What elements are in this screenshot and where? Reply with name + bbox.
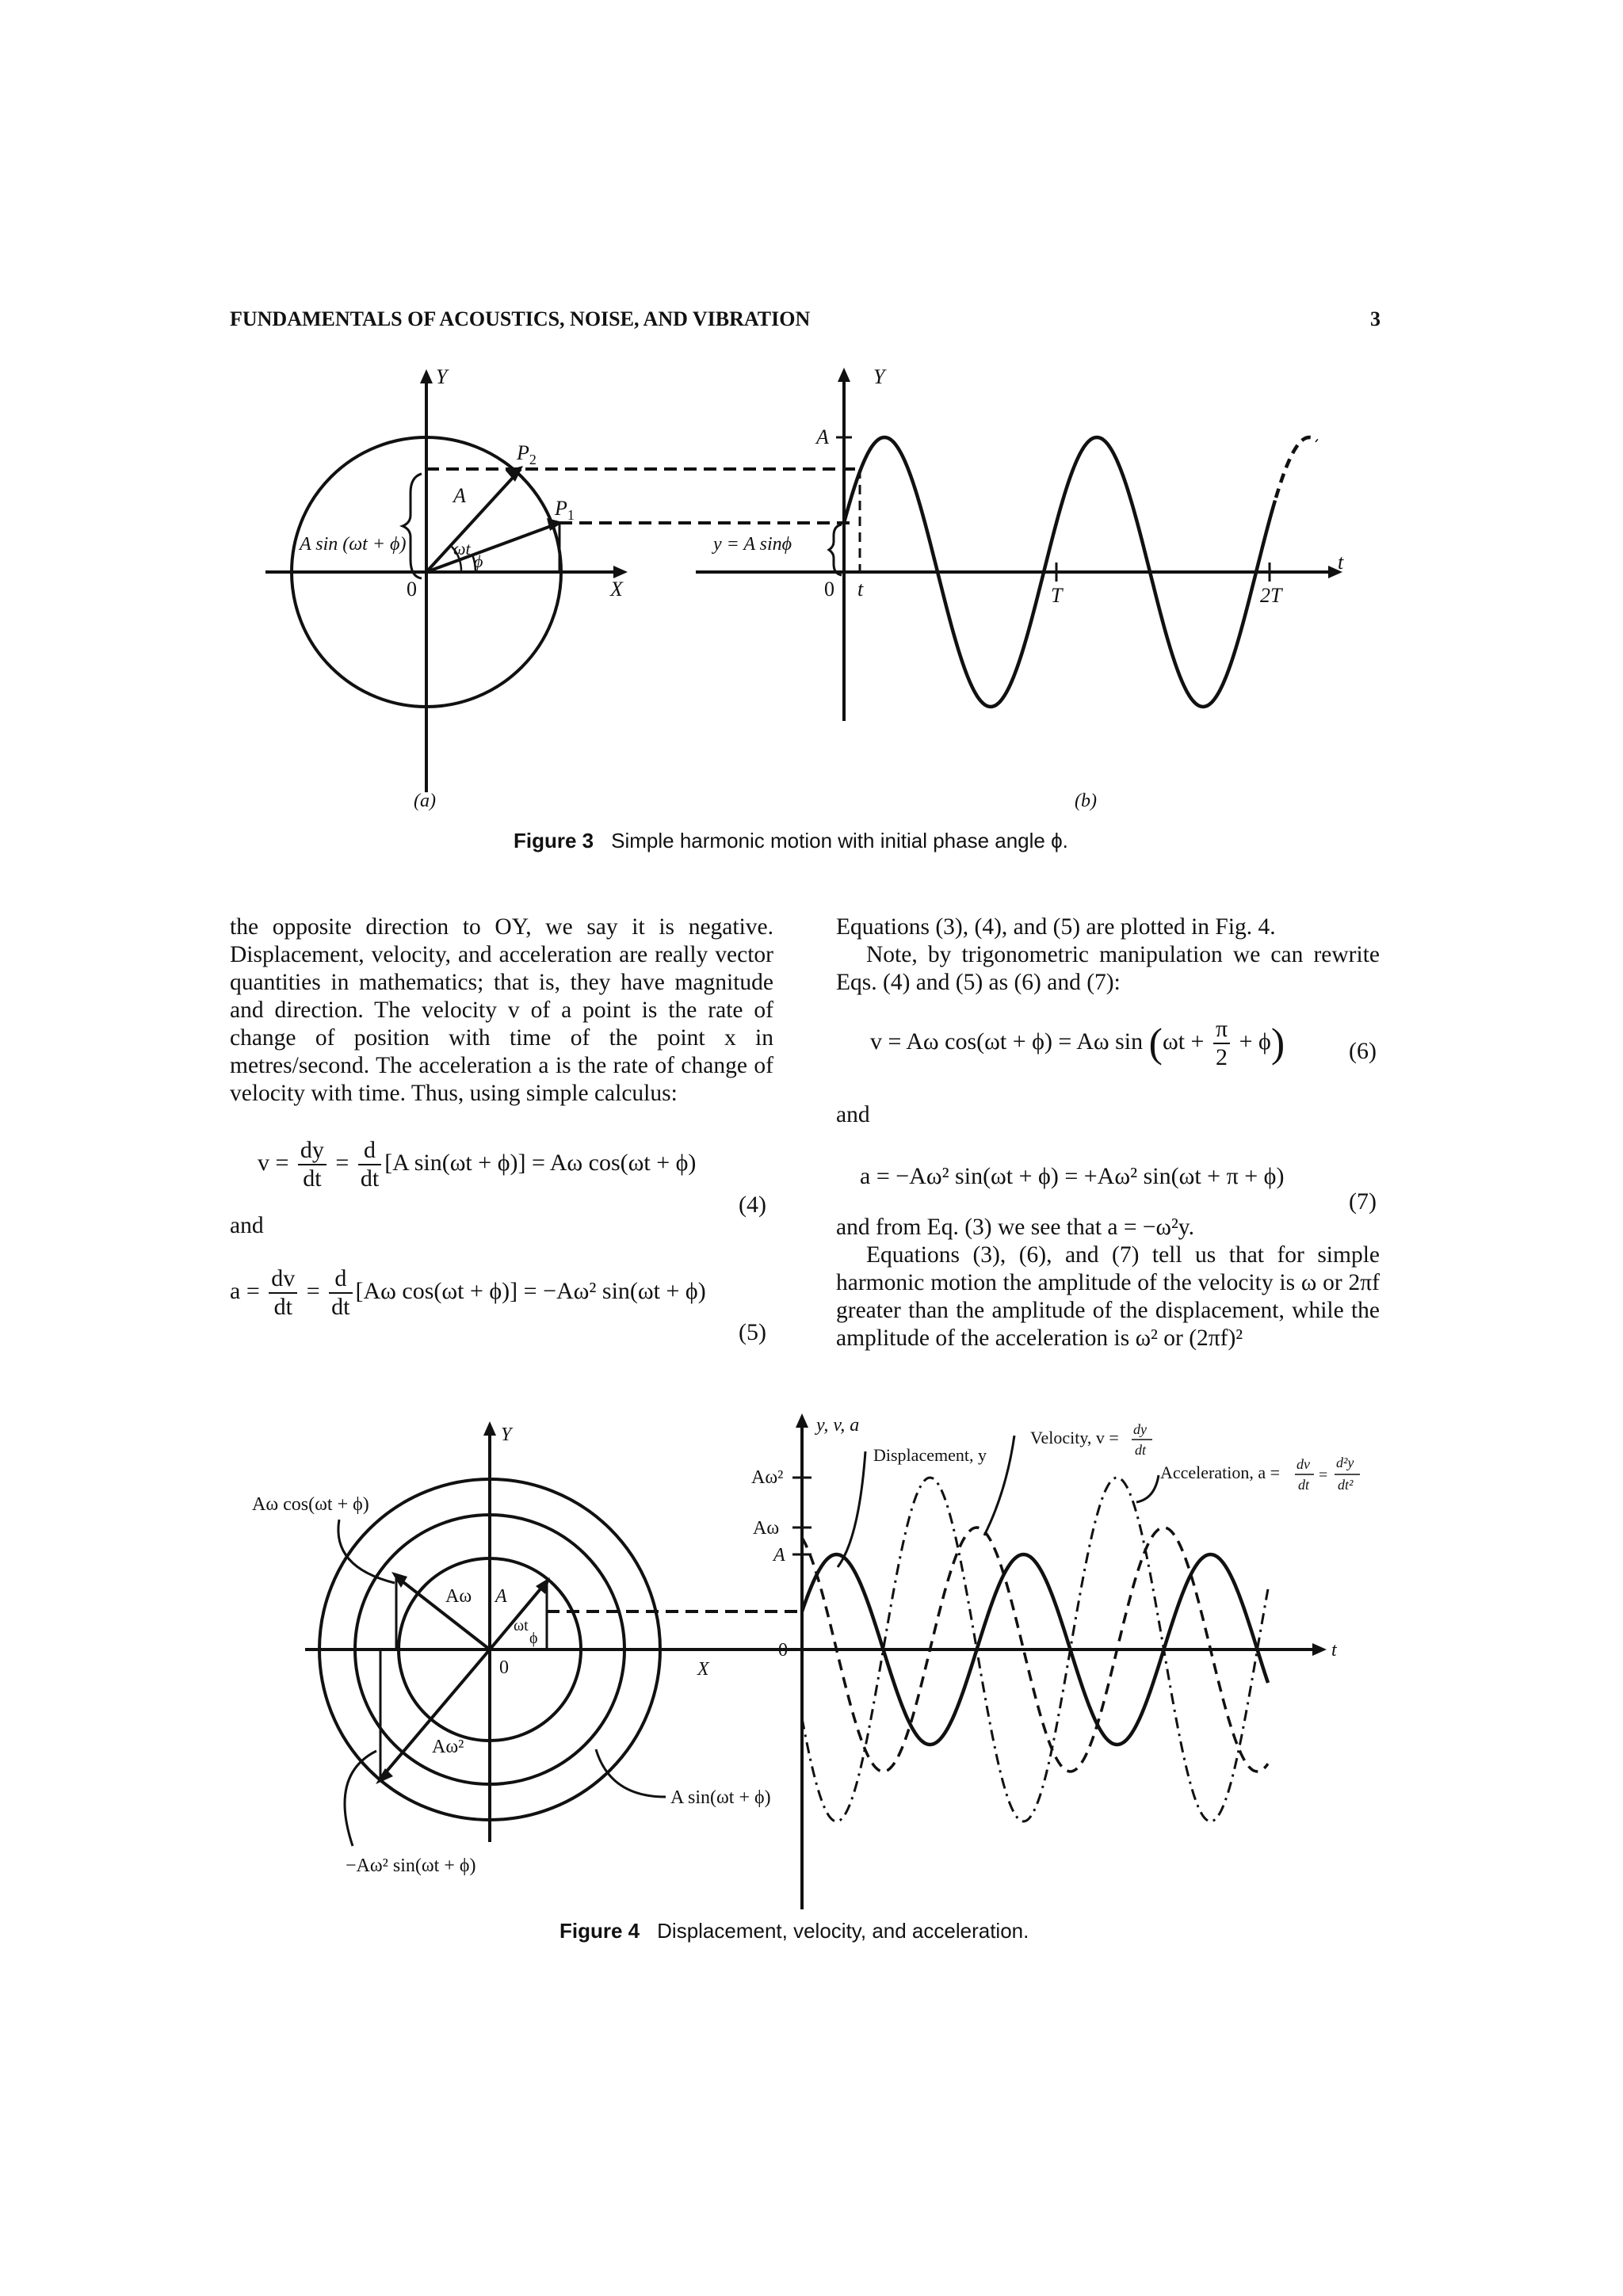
figure-3-caption-label: Figure 3 [514,829,594,852]
velocity-frac-num: dy [1133,1421,1147,1437]
x-label-4a: X [697,1659,709,1680]
tick-label-0: 0 [778,1640,788,1661]
sine-wave-continuation [1276,437,1317,498]
radius-aw2 [380,1650,490,1779]
equation-7-number: (7) [1349,1188,1377,1215]
t-axis-label-b: t [1338,551,1344,574]
origin-label-4a: 0 [499,1657,509,1678]
pointer-neg-aw2-sin [345,1751,376,1846]
brace-a [403,474,422,578]
right-column-intro: Equations (3), (4), and (5) are plotted in Fig. 4. Note, by trigonometric manipulation we can rewrite Eqs. (4) and (5) as (6) and (7): [836,914,1380,995]
equation-6-number: (6) [1349,1038,1377,1064]
figure-3 [0,0,1623,871]
t-axis-label-4b: t [1331,1640,1337,1661]
figure-4-caption [559,1919,1029,1943]
y-arrow-4a [483,1421,496,1436]
equation-4-number: (4) [739,1192,766,1218]
pointer-displacement [838,1451,865,1567]
acc-frac2-den: dt² [1338,1477,1354,1493]
acc-frac2-num: d²y [1336,1455,1354,1470]
velocity-frac-den: dt [1135,1442,1147,1458]
y-label-4a: Y [501,1425,512,1445]
x-label-a: X [610,578,623,601]
aw-cos-label: Aω cos(ωt + ϕ) [252,1494,369,1515]
tick-label-a: A [773,1545,785,1566]
phi-label-a: ϕ [474,551,483,571]
equation-5-number: (5) [739,1319,766,1345]
radius-aw [396,1577,490,1650]
acc-eq: = [1319,1466,1328,1484]
acc-frac1-den: dt [1298,1477,1310,1493]
p1-label: $P_1$ [555,497,575,523]
t-tick-label: t [857,578,864,601]
y-arrow-4b [796,1413,808,1428]
phi-label-4: ϕ [529,1630,538,1647]
wt-label-4: ωt [514,1617,529,1634]
yva-label: y, v, a [816,1415,860,1436]
aw2-label: Aω² [432,1737,464,1757]
panel-b-label: (b) [1075,791,1097,811]
pointer-a-sin [596,1749,666,1797]
y-arrow-a [420,369,433,383]
twoT-tick-label: 2T [1260,584,1282,607]
origin-label-b: 0 [824,578,834,601]
velocity-label: Velocity, v = [1030,1428,1119,1447]
and-1: and [230,1213,264,1238]
pointer-aw-cos [338,1520,395,1583]
y0-label: y = A sinϕ [713,534,792,555]
figure-4 [0,1394,1623,1917]
pointer-velocity [984,1436,1014,1535]
acceleration-label: Acceleration, a = [1160,1463,1281,1482]
aw-label: Aω [445,1586,472,1607]
wt-label: ωt [453,539,471,559]
tick-label-aw2: Aω² [751,1467,784,1488]
T-tick-label: T [1051,584,1063,607]
neg-aw2-sin-label: −Aω² sin(ωt + ϕ) [346,1855,476,1876]
y-label-b: Y [873,365,885,388]
figure-3-caption-text: Simple harmonic motion with initial phase angle ϕ. [611,829,1068,852]
origin-label-a: 0 [407,578,417,601]
equation-5: a = $\frac{dv}{dt}$ = $\frac{d}{dt}$ [Aω cos(ωt + ϕ)] = −Aω² sin(ωt + ϕ) [230,1265,706,1320]
figure-4-caption-text: Displacement, velocity, and acceleration. [657,1919,1029,1943]
a-label-4a: A [495,1586,507,1607]
y-arrow-b [838,368,850,382]
left-column-paragraph: the opposite direction to OY, we say it is negative. Displacement, velocity, and acceleration are really vector quantities in mathematics; that is, they have magnitude and direction. The velocity v of a point is the rate of change of position with time of the point x in metres/second. The acceleration a is the rate of change of velocity with time. Thus, using simple calculus: [230,914,773,1106]
t-arrow-4b [1312,1643,1327,1656]
radius-label: A [453,484,466,507]
running-title: FUNDAMENTALS OF ACOUSTICS, NOISE, AND VIBRATION [230,307,811,330]
equation-6: v = Aω cos(ωt + ϕ) = Aω sin (ωt + $\frac{\pi}{2}$ + ϕ) [870,1016,1285,1070]
figure-3-caption [514,829,1068,853]
pointer-acceleration [1136,1475,1159,1502]
p2-label: $P_2$ [517,441,537,467]
equation-7: a = −Aω² sin(ωt + ϕ) = +Aω² sin(ωt + π + ϕ) [860,1163,1285,1189]
and-2: and [836,1102,870,1127]
a-sin-label: A sin(ωt + ϕ) [670,1787,771,1808]
page-number: 3 [1370,307,1381,330]
amp-label-b: A [816,425,829,448]
brace-b [829,524,842,575]
displacement-label: Displacement, y [873,1445,987,1465]
right-column-paragraph: and from Eq. (3) we see that a = −ω²y. Equations (3), (6), and (7) tell us that for simple harmonic motion the amplitude of the velocity is ω or 2πf greater than the amplitude of the displacement, while the amplitude of the acceleration is ω² or (2πf)² [836,1215,1380,1351]
acc-frac1-num: dv [1296,1456,1310,1472]
brace-label: A sin (ωt + ϕ) [300,534,407,555]
figure-4-caption-label: Figure 4 [559,1919,640,1943]
equation-4: v = $\frac{dy}{dt}$ = $\frac{d}{dt}$ [A sin(ωt + ϕ)] = Aω cos(ωt + ϕ) [258,1137,697,1192]
x-arrow-a [613,566,628,578]
panel-a-label: (a) [414,791,436,811]
tick-label-aw: Aω [753,1518,780,1539]
y-label-a: Y [436,365,448,388]
vector-p1 [426,523,559,572]
